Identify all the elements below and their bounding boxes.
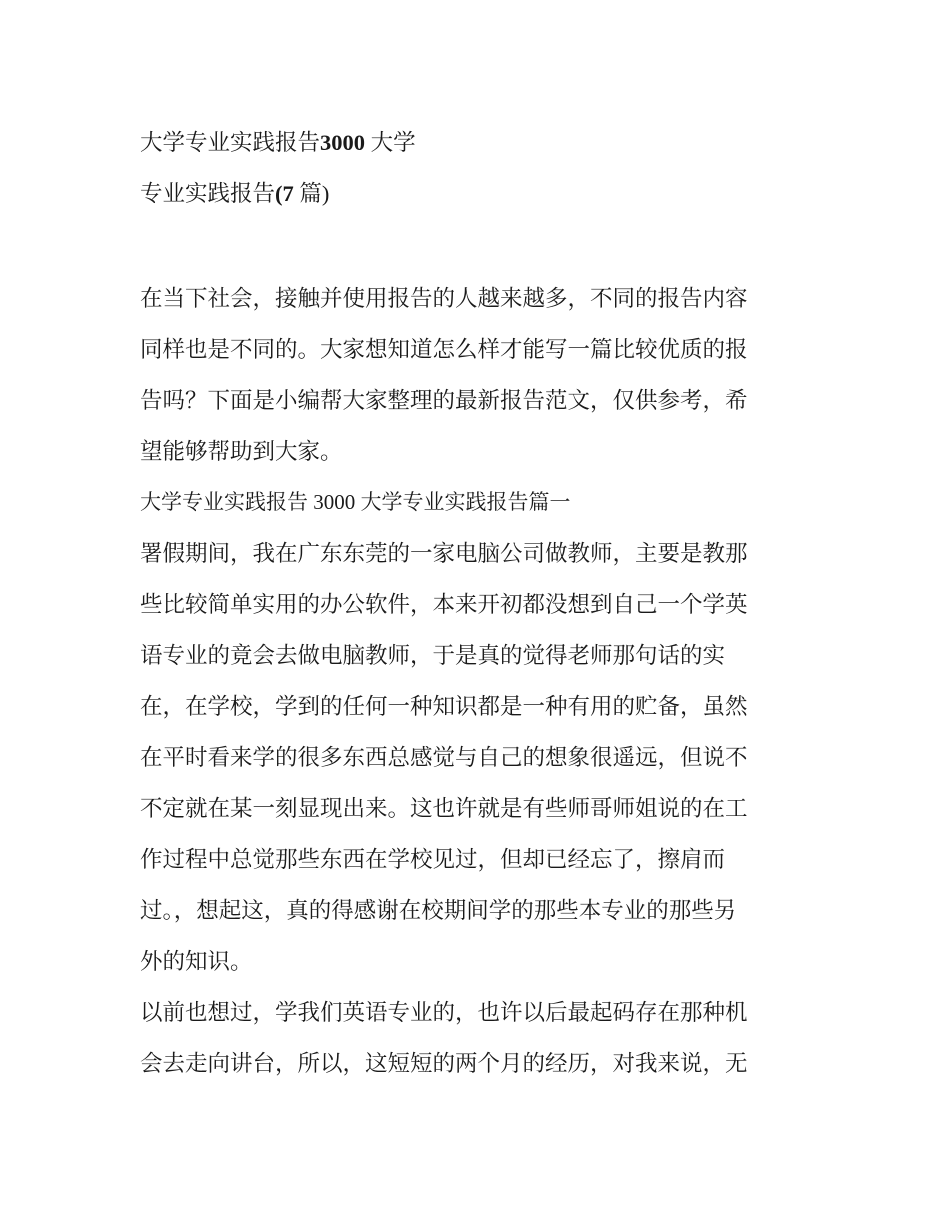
text-line: 在当下社会，接触并使用报告的人越来越多，不同的报告内容 (140, 286, 748, 311)
text-line: 不定就在某一刻显现出来。这也许就是有些师哥师姐说的在工 (140, 796, 748, 821)
title-text: 大学 (365, 130, 416, 155)
paragraph-2 (140, 987, 840, 1089)
text-line: 署假期间，我在广东东莞的一家电脑公司做教师，主要是教那 (140, 541, 748, 566)
text-line: 望能够帮助到大家。 (140, 439, 343, 464)
title-text: 专业实践报告 (140, 181, 276, 206)
title-text: 大学专业实践报告 (140, 130, 321, 155)
title-line-1 (140, 117, 840, 168)
text-line: 在，在学校，学到的任何一种知识都是一种有用的贮备，虽然 (140, 694, 748, 719)
text-line: 过。，想起这，真的得感谢在校期间学的那些本专业的那些另 (140, 898, 737, 923)
text-line: 些比较简单实用的办公软件，本来开初都没想到自己一个学英 (140, 592, 748, 617)
text-line: 在平时看来学的很多东西总感觉与自己的想象很遥远，但说不 (140, 745, 748, 770)
text-line: 以前也想过，学我们英语专业的，也许以后最起码存在那种机 (140, 1000, 748, 1025)
title-number: 3000 (320, 130, 366, 155)
paragraph-1 (140, 528, 840, 987)
intro-paragraph (140, 273, 840, 528)
title-line-2 (140, 168, 840, 219)
text-line: 外的知识。 (140, 949, 253, 974)
text-line: 同样也是不同的。大家想知道怎么样才能写一篇比较优质的报 (140, 337, 748, 362)
section-heading: 大学专业实践报告 3000 大学专业实践报告篇一 (140, 490, 571, 514)
title-number: (7 (275, 181, 294, 206)
text-line: 告吗？下面是小编帮大家整理的最新报告范文，仅供参考，希 (140, 388, 748, 413)
text-line: 会去走向讲台，所以，这短短的两个月的经历，对我来说，无 (140, 1051, 748, 1076)
title-text: 篇) (293, 181, 330, 206)
text-line: 作过程中总觉那些东西在学校见过，但却已经忘了，擦肩而 (140, 847, 726, 872)
text-line: 语专业的竟会去做电脑教师，于是真的觉得老师那句话的实 (140, 643, 726, 668)
document-title (140, 117, 840, 219)
